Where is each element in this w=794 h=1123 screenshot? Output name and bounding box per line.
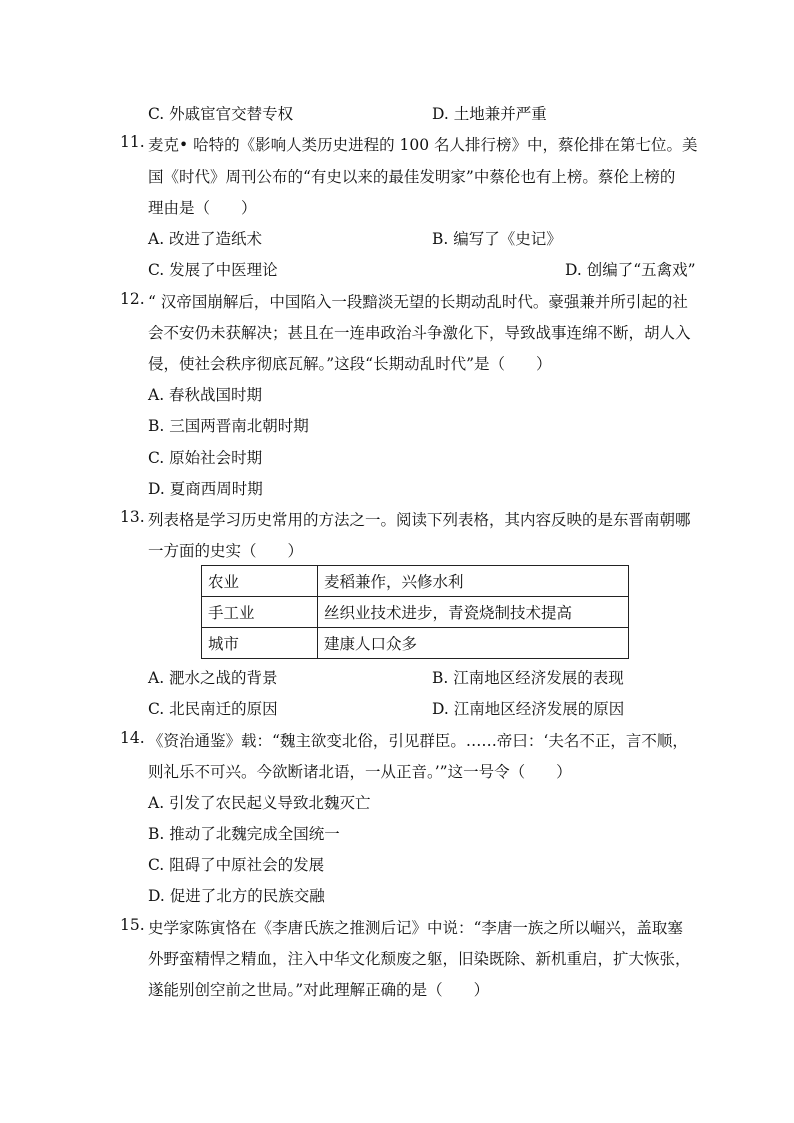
q13-stem-line-1: 列表格是学习历史常用的方法之一。阅读下列表格，其内容反映的是东晋南朝哪 bbox=[148, 511, 691, 529]
q11-option-c: C. 发展了中医理论 bbox=[148, 261, 278, 279]
q14-option-a: A. 引发了农民起义导致北魏灭亡 bbox=[148, 794, 371, 812]
q11-number: 11. bbox=[120, 133, 145, 151]
q13-number: 13. bbox=[120, 508, 145, 526]
q14-stem-line-2: 则礼乐不可兴。今欲断诸北语，一从正音。’”这一号令（ ） bbox=[148, 763, 572, 781]
table-cell: 麦稻兼作，兴修水利 bbox=[318, 566, 629, 597]
q11-stem-line-1: 麦克• 哈特的《影响人类历史进程的 100 名人排行榜》中，蔡伦排在第七位。美 bbox=[148, 136, 698, 154]
q10-option-d: D. 土地兼并严重 bbox=[432, 105, 547, 123]
q11-option-d: D. 创编了“五禽戏” bbox=[565, 261, 696, 279]
q12-stem-line-3: 侵，使社会秩序彻底瓦解。”这段“长期动乱时代”是（ ） bbox=[148, 355, 552, 373]
q14-option-c: C. 阻碍了中原社会的发展 bbox=[148, 856, 325, 874]
q12-stem-line-1: “ 汉帝国崩解后，中国陷入一段黯淡无望的长期动乱时代。豪强兼并所引起的社 bbox=[148, 293, 688, 311]
q15-stem-line-1: 史学家陈寅恪在《李唐氏族之推测后记》中说：“李唐一族之所以崛兴，盖取塞 bbox=[148, 919, 683, 937]
table-cell: 农业 bbox=[202, 566, 318, 597]
q13-option-c: C. 北民南迁的原因 bbox=[148, 700, 278, 718]
q13-option-a: A. 淝水之战的背景 bbox=[148, 669, 278, 687]
q12-option-d: D. 夏商西周时期 bbox=[148, 480, 263, 498]
q15-stem-line-3: 遂能别创空前之世局。”对此理解正确的是（ ） bbox=[148, 981, 490, 999]
q14-option-d: D. 促进了北方的民族交融 bbox=[148, 887, 325, 905]
q11-stem-line-3: 理由是（ ） bbox=[148, 199, 257, 217]
q12-option-a: A. 春秋战国时期 bbox=[148, 386, 263, 404]
q13-stem-line-2: 一方面的史实（ ） bbox=[148, 542, 304, 560]
q13-option-b: B. 江南地区经济发展的表现 bbox=[432, 669, 624, 687]
q13-table bbox=[201, 565, 629, 659]
q13-option-d: D. 江南地区经济发展的原因 bbox=[432, 700, 625, 718]
table-row bbox=[202, 628, 629, 659]
q14-number: 14. bbox=[120, 729, 145, 747]
q12-option-b: B. 三国两晋南北朝时期 bbox=[148, 417, 309, 435]
q11-option-a: A. 改进了造纸术 bbox=[148, 230, 263, 248]
table-cell: 丝织业技术进步，青瓷烧制技术提高 bbox=[318, 597, 629, 628]
table-row bbox=[202, 566, 629, 597]
q14-stem-line-1: 《资治通鉴》载：“魏主欲变北俗，引见群臣。……帝曰：‘夫名不正，言不顺， bbox=[148, 732, 688, 750]
q12-option-c: C. 原始社会时期 bbox=[148, 449, 263, 467]
q11-option-b: B. 编写了《史记》 bbox=[432, 230, 562, 248]
q12-number: 12. bbox=[120, 290, 145, 308]
q10-option-c: C. 外戚宦官交替专权 bbox=[148, 105, 294, 123]
q15-number: 15. bbox=[120, 916, 145, 934]
table-cell: 城市 bbox=[202, 628, 318, 659]
q15-stem-line-2: 外野蛮精悍之精血，注入中华文化颓废之躯，旧染既除、新机重启，扩大恢张， bbox=[148, 950, 691, 968]
q12-stem-line-2: 会不安仍未获解决；甚且在一连串政治斗争激化下，导致战事连绵不断，胡人入 bbox=[148, 324, 691, 342]
table-row bbox=[202, 597, 629, 628]
q14-option-b: B. 推动了北魏完成全国统一 bbox=[148, 825, 340, 843]
table-cell: 手工业 bbox=[202, 597, 318, 628]
q11-stem-line-2: 国《时代》周刊公布的“有史以来的最佳发明家”中蔡伦也有上榜。蔡伦上榜的 bbox=[148, 168, 676, 186]
table-cell: 建康人口众多 bbox=[318, 628, 629, 659]
